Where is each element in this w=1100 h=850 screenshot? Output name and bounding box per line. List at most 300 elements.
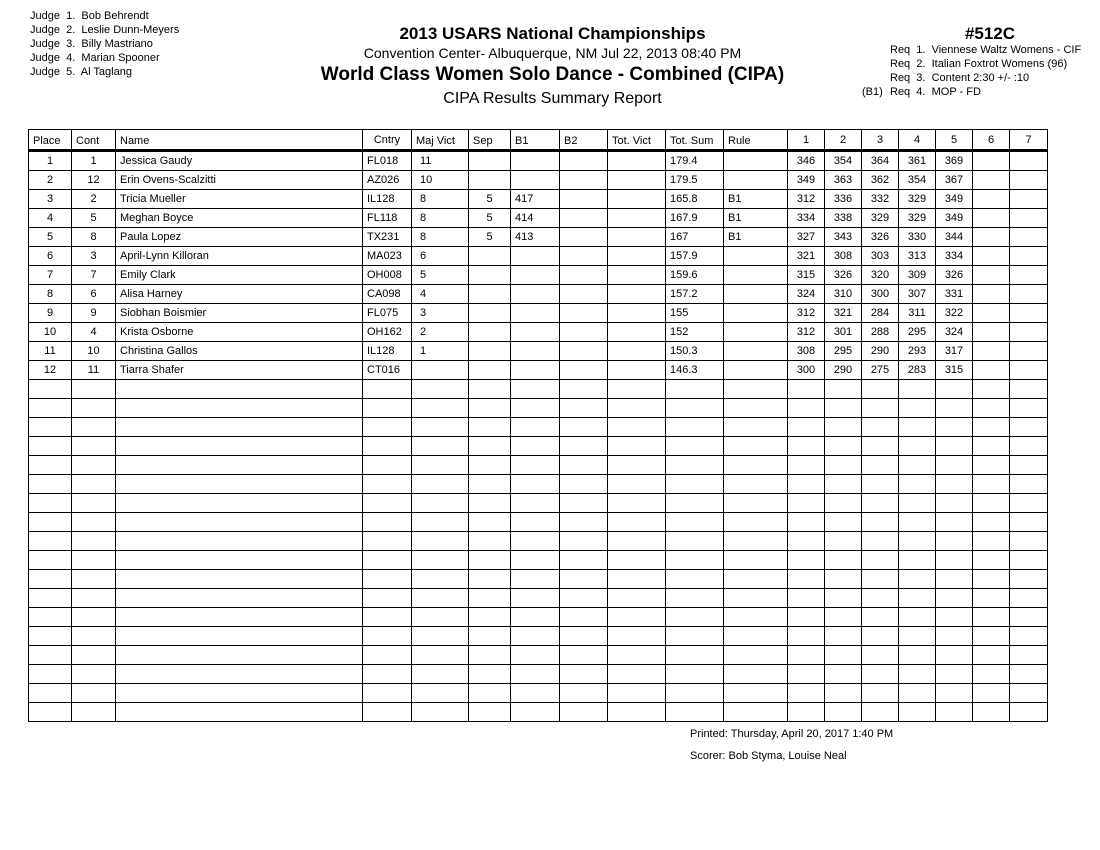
empty-cell [72,418,116,437]
empty-cell [469,646,511,665]
cell-judge-2-score: 295 [825,342,862,361]
cell-place: 5 [29,228,72,247]
empty-cell [72,627,116,646]
cell-judge-7-score [1010,361,1048,380]
empty-cell [363,589,412,608]
table-header-row [29,130,1048,151]
empty-cell [116,437,363,456]
empty-cell [116,684,363,703]
empty-cell [29,570,72,589]
cell-b2 [560,190,608,209]
empty-cell [666,551,724,570]
empty-cell [608,684,666,703]
empty-cell [608,665,666,684]
cell-b2 [560,285,608,304]
empty-cell [724,551,788,570]
cell-place: 6 [29,247,72,266]
empty-cell [72,570,116,589]
cell-judge-3-score: 364 [862,151,899,171]
empty-cell [469,627,511,646]
empty-cell [1010,646,1048,665]
judge-label: Judge 2. [30,24,76,36]
cell-total-sum: 146.3 [666,361,724,380]
empty-cell [560,380,608,399]
scorer-names: Scorer: Bob Styma, Louise Neal [690,750,847,762]
empty-cell [666,494,724,513]
cell-contestant-number: 1 [72,151,116,171]
empty-cell [469,456,511,475]
cell-place: 7 [29,266,72,285]
table-row [29,171,1048,190]
requirement-entry [862,57,1081,71]
empty-cell [825,475,862,494]
empty-cell [72,665,116,684]
empty-cell [724,513,788,532]
cell-rule [724,266,788,285]
empty-cell [788,646,825,665]
empty-table-row [29,437,1048,456]
cell-total-sum: 159.6 [666,266,724,285]
empty-cell [862,551,899,570]
judge-name: Al Taglang [80,66,132,78]
empty-cell [1010,532,1048,551]
empty-cell [29,437,72,456]
requirement-rule-tag: (B1) [862,86,883,98]
empty-cell [412,665,469,684]
cell-country: OH162 [363,323,412,342]
cell-name: Emily Clark [116,266,363,285]
cell-b1 [511,342,560,361]
empty-cell [116,570,363,589]
empty-cell [973,589,1010,608]
empty-cell [973,418,1010,437]
cell-b2 [560,247,608,266]
empty-cell [412,399,469,418]
empty-cell [936,684,973,703]
empty-cell [973,380,1010,399]
empty-cell [29,532,72,551]
requirement-label: Req 3. [890,72,926,84]
cell-place: 10 [29,323,72,342]
empty-cell [469,513,511,532]
column-header-judge-1-score: 1 [788,130,825,151]
cell-judge-5-score: 334 [936,247,973,266]
empty-cell [862,475,899,494]
empty-cell [899,399,936,418]
judge-label: Judge 3. [30,38,76,50]
cell-contestant-number: 9 [72,304,116,323]
cell-rule [724,247,788,266]
cell-judge-3-score: 303 [862,247,899,266]
results-table [28,129,1048,722]
requirement-text: MOP - FD [931,86,981,98]
empty-cell [469,494,511,513]
cell-b1 [511,304,560,323]
cell-judge-2-score: 363 [825,171,862,190]
empty-cell [560,532,608,551]
empty-cell [862,570,899,589]
cell-b2 [560,151,608,171]
empty-cell [363,703,412,722]
cell-total-victories [608,151,666,171]
cell-judge-7-score [1010,323,1048,342]
empty-cell [862,437,899,456]
cell-judge-6-score [973,190,1010,209]
cell-judge-4-score: 295 [899,323,936,342]
cell-rule: B1 [724,209,788,228]
empty-cell [511,418,560,437]
judge-entry [30,51,179,65]
empty-cell [511,627,560,646]
requirement-label: Req 1. [890,44,926,56]
empty-cell [116,703,363,722]
empty-cell [825,380,862,399]
requirement-entry [862,43,1081,57]
empty-cell [116,513,363,532]
empty-cell [412,627,469,646]
empty-cell [511,684,560,703]
empty-cell [936,494,973,513]
empty-cell [1010,551,1048,570]
cell-total-victories [608,361,666,380]
cell-country: FL075 [363,304,412,323]
cell-name: Paula Lopez [116,228,363,247]
empty-cell [1010,456,1048,475]
requirement-text: Italian Foxtrot Womens (96) [931,58,1068,70]
empty-table-row [29,703,1048,722]
empty-cell [825,513,862,532]
empty-table-row [29,570,1048,589]
empty-cell [825,494,862,513]
cell-total-sum: 179.5 [666,171,724,190]
empty-cell [469,665,511,684]
empty-cell [899,456,936,475]
empty-cell [363,399,412,418]
judge-name: Billy Mastriano [81,38,153,50]
empty-cell [862,589,899,608]
cell-judge-6-score [973,151,1010,171]
empty-cell [936,570,973,589]
empty-cell [936,551,973,570]
table-row [29,247,1048,266]
requirement-label: Req 2. [890,58,926,70]
empty-cell [862,418,899,437]
cell-majority-victories: 8 [412,190,469,209]
table-row [29,342,1048,361]
table-row [29,190,1048,209]
empty-cell [511,551,560,570]
empty-cell [469,551,511,570]
requirement-entry [862,71,1081,85]
empty-cell [973,570,1010,589]
cell-separation [469,285,511,304]
empty-cell [825,608,862,627]
empty-cell [29,646,72,665]
cell-separation [469,171,511,190]
empty-cell [363,475,412,494]
cell-country: IL128 [363,190,412,209]
column-header-contestant-number: Cont [72,130,116,151]
cell-judge-5-score: 349 [936,209,973,228]
cell-judge-7-score [1010,209,1048,228]
empty-cell [666,399,724,418]
empty-cell [936,475,973,494]
cell-judge-2-score: 310 [825,285,862,304]
empty-cell [973,532,1010,551]
empty-table-row [29,684,1048,703]
cell-country: TX231 [363,228,412,247]
empty-cell [936,380,973,399]
cell-rule [724,151,788,171]
cell-judge-7-score [1010,342,1048,361]
empty-cell [469,380,511,399]
column-header-b2: B2 [560,130,608,151]
cell-judge-3-score: 329 [862,209,899,228]
empty-cell [1010,665,1048,684]
cell-judge-3-score: 275 [862,361,899,380]
cell-separation [469,266,511,285]
cell-judge-5-score: 317 [936,342,973,361]
event-number: #512C [964,24,1016,43]
empty-cell [899,570,936,589]
empty-cell [899,513,936,532]
empty-cell [862,532,899,551]
cell-judge-5-score: 326 [936,266,973,285]
empty-cell [29,665,72,684]
empty-cell [560,665,608,684]
cell-rule: B1 [724,228,788,247]
empty-cell [72,703,116,722]
empty-cell [788,703,825,722]
empty-cell [560,570,608,589]
cell-judge-6-score [973,171,1010,190]
empty-cell [560,646,608,665]
table-row [29,151,1048,171]
empty-cell [788,399,825,418]
cell-rule [724,304,788,323]
cell-judge-1-score: 312 [788,304,825,323]
cell-majority-victories: 2 [412,323,469,342]
empty-cell [973,513,1010,532]
empty-table-row [29,608,1048,627]
empty-cell [899,551,936,570]
empty-cell [469,684,511,703]
empty-cell [511,513,560,532]
cell-judge-3-score: 288 [862,323,899,342]
empty-table-row [29,456,1048,475]
cell-b2 [560,361,608,380]
empty-cell [666,380,724,399]
empty-cell [973,437,1010,456]
empty-cell [666,570,724,589]
empty-cell [973,551,1010,570]
empty-table-row [29,380,1048,399]
empty-cell [412,456,469,475]
empty-cell [469,532,511,551]
cell-judge-6-score [973,266,1010,285]
empty-cell [608,532,666,551]
empty-cell [363,418,412,437]
empty-cell [116,608,363,627]
cell-total-victories [608,247,666,266]
table-row [29,228,1048,247]
cell-b1 [511,151,560,171]
cell-judge-1-score: 349 [788,171,825,190]
cell-majority-victories: 8 [412,209,469,228]
empty-cell [29,456,72,475]
empty-cell [29,418,72,437]
cell-judge-3-score: 320 [862,266,899,285]
cell-judge-4-score: 309 [899,266,936,285]
cell-majority-victories: 6 [412,247,469,266]
empty-cell [560,627,608,646]
cell-country: MA023 [363,247,412,266]
cell-judge-4-score: 293 [899,342,936,361]
empty-cell [825,703,862,722]
column-header-total-sum: Tot. Sum [666,130,724,151]
empty-cell [72,475,116,494]
cell-rule [724,323,788,342]
empty-cell [788,456,825,475]
cell-b1 [511,266,560,285]
column-header-separation: Sep [469,130,511,151]
empty-cell [469,589,511,608]
empty-cell [1010,418,1048,437]
empty-cell [560,475,608,494]
empty-cell [973,399,1010,418]
printed-timestamp: Printed: Thursday, April 20, 2017 1:40 PM [690,728,894,740]
empty-cell [363,513,412,532]
column-header-country: Cntry [363,130,412,151]
empty-cell [973,494,1010,513]
empty-cell [363,684,412,703]
cell-majority-victories: 5 [412,266,469,285]
cell-name: Jessica Gaudy [116,151,363,171]
empty-cell [899,608,936,627]
judge-entry [30,23,179,37]
empty-cell [1010,513,1048,532]
empty-cell [724,646,788,665]
cell-total-sum: 157.2 [666,285,724,304]
cell-name: Meghan Boyce [116,209,363,228]
cell-judge-1-score: 312 [788,190,825,209]
empty-cell [29,627,72,646]
empty-cell [72,551,116,570]
empty-cell [936,646,973,665]
report-title: CIPA Results Summary Report [443,90,662,107]
empty-cell [511,646,560,665]
empty-cell [862,399,899,418]
empty-cell [608,589,666,608]
empty-table-row [29,665,1048,684]
table-row [29,304,1048,323]
cell-b1 [511,285,560,304]
empty-cell [899,380,936,399]
empty-cell [511,532,560,551]
cell-judge-4-score: 283 [899,361,936,380]
empty-cell [724,684,788,703]
empty-cell [724,475,788,494]
empty-cell [608,646,666,665]
empty-cell [511,399,560,418]
table-row [29,323,1048,342]
empty-cell [363,608,412,627]
empty-cell [862,456,899,475]
empty-cell [29,475,72,494]
cell-contestant-number: 5 [72,209,116,228]
cell-country: FL118 [363,209,412,228]
cell-judge-3-score: 362 [862,171,899,190]
empty-cell [724,532,788,551]
empty-cell [72,532,116,551]
empty-cell [862,684,899,703]
cell-country: AZ026 [363,171,412,190]
empty-cell [560,456,608,475]
cell-judge-7-score [1010,266,1048,285]
empty-cell [936,437,973,456]
cell-place: 4 [29,209,72,228]
cell-total-victories [608,304,666,323]
venue-datetime: Convention Center- Albuquerque, NM Jul 22, 2013 08:40 PM [363,45,742,61]
empty-cell [899,684,936,703]
cell-judge-1-score: 300 [788,361,825,380]
empty-cell [608,475,666,494]
cell-place: 2 [29,171,72,190]
cell-place: 9 [29,304,72,323]
cell-judge-1-score: 315 [788,266,825,285]
empty-cell [72,399,116,418]
empty-cell [862,494,899,513]
cell-rule [724,285,788,304]
empty-cell [899,627,936,646]
empty-cell [788,513,825,532]
cell-judge-4-score: 361 [899,151,936,171]
empty-cell [825,399,862,418]
cell-name: Tiarra Shafer [116,361,363,380]
cell-judge-2-score: 338 [825,209,862,228]
empty-cell [412,608,469,627]
cell-contestant-number: 11 [72,361,116,380]
empty-cell [560,703,608,722]
table-row [29,266,1048,285]
empty-cell [825,646,862,665]
cell-place: 8 [29,285,72,304]
cell-total-victories [608,190,666,209]
empty-cell [116,551,363,570]
empty-cell [412,494,469,513]
empty-cell [862,665,899,684]
empty-cell [825,589,862,608]
empty-cell [511,608,560,627]
empty-cell [608,418,666,437]
empty-cell [724,418,788,437]
empty-cell [724,703,788,722]
empty-cell [608,608,666,627]
empty-cell [511,475,560,494]
empty-cell [899,418,936,437]
empty-cell [1010,475,1048,494]
cell-judge-1-score: 334 [788,209,825,228]
cell-name: Alisa Harney [116,285,363,304]
cell-total-victories [608,266,666,285]
cell-majority-victories: 11 [412,151,469,171]
empty-cell [116,665,363,684]
judge-label: Judge 1. [30,10,76,22]
cell-judge-4-score: 329 [899,209,936,228]
empty-cell [72,437,116,456]
cell-rule [724,361,788,380]
cell-judge-5-score: 324 [936,323,973,342]
